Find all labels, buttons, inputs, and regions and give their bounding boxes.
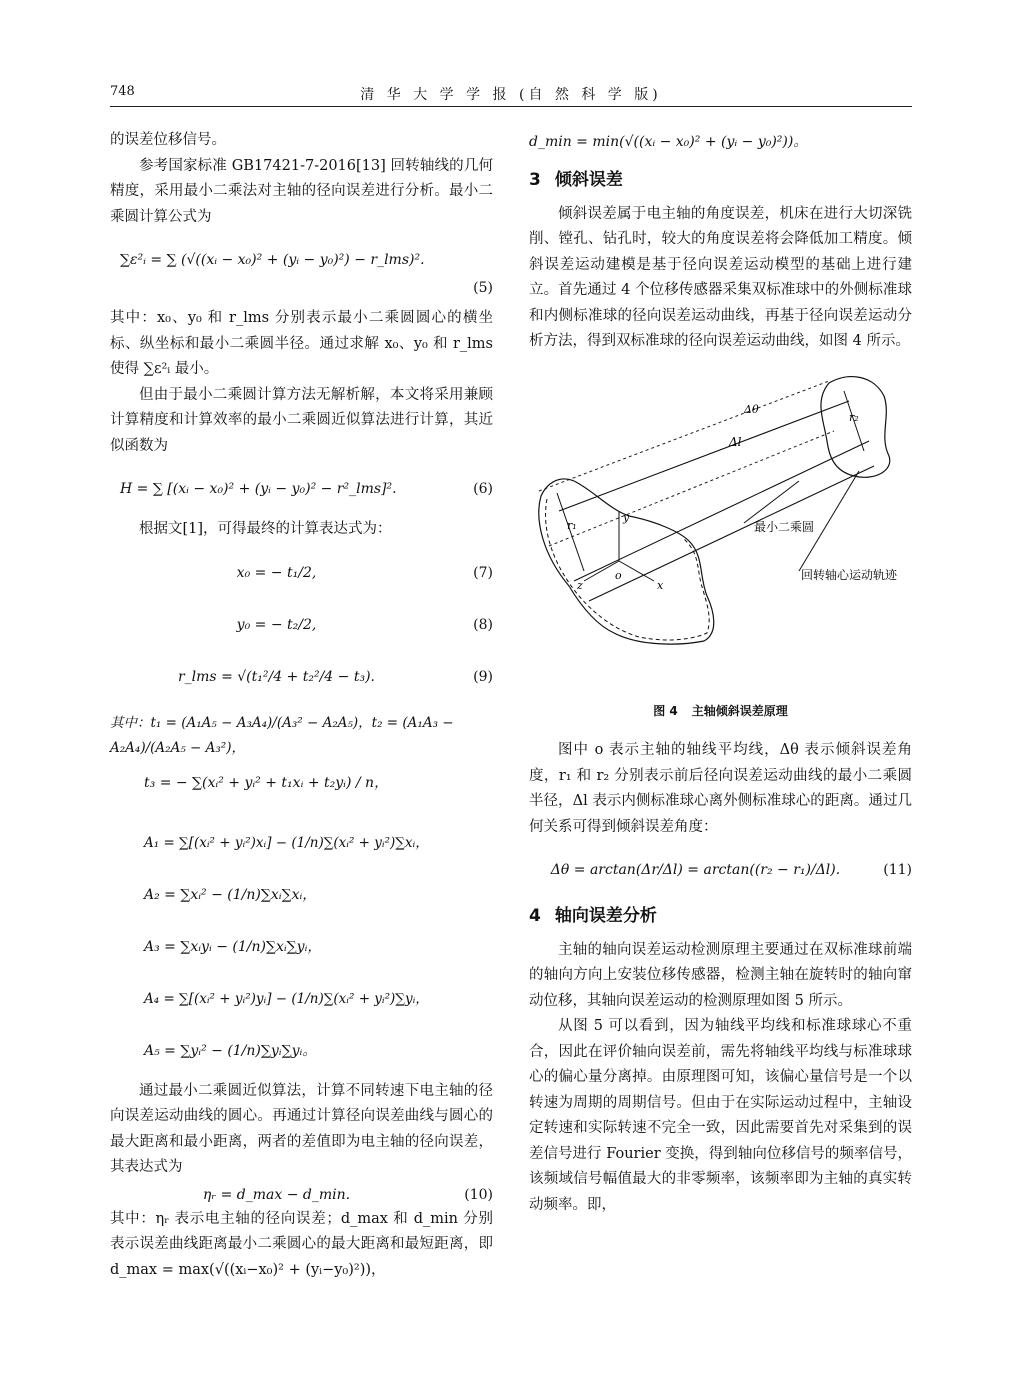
label-r1: r₁ — [567, 518, 577, 532]
section-title: 倾斜误差 — [554, 170, 623, 190]
equation-number: (9) — [473, 668, 493, 685]
equation-body: A₁ = ∑[(xᵢ² + yᵢ²)xᵢ] − (1/n)∑(xᵢ² + yᵢ²)∑xᵢ， — [144, 834, 429, 851]
equation-number: (7) — [473, 564, 493, 581]
equation-9 — [110, 653, 493, 699]
axis-line — [559, 401, 849, 511]
equation-10 — [110, 1181, 493, 1207]
figure-4 — [529, 371, 912, 693]
equation-body: ∑ε²ᵢ = ∑ (√((xᵢ − x₀)² + (yᵢ − y₀)²) − r_lms)². — [120, 252, 425, 268]
tangent-line — [539, 381, 829, 491]
section-title: 轴向误差分析 — [554, 906, 657, 926]
error-trajectory-front — [539, 478, 714, 643]
label-least-squares-circle: 最小二乘圆 — [754, 519, 815, 534]
error-trajectory-rear — [821, 376, 890, 477]
page-header — [110, 84, 912, 107]
dimension-line — [557, 493, 584, 571]
equation-number: (11) — [883, 862, 912, 878]
section-number: 4 — [529, 906, 541, 926]
journal-title: 清 华 大 学 学 报 (自 然 科 学 版) — [360, 87, 662, 103]
paragraph: 倾斜误差属于电主轴的角度误差，机床在进行大切深铣削、镗孔、钻孔时，较大的角度误差将会降低加工精度。倾斜误差运动建模是基于径向误差运动模型的基础上进行建立。首先通过 4 个位移传感器采集双标准球中的外侧标准球和内侧标准球的径向误差运动曲线，再基于径向误差运动分析方法，得到双标准球的径向误差运动曲线，如图 4 所示。 — [529, 205, 912, 349]
equation-11 — [529, 846, 912, 892]
equation-body: r_lms = √(t₁²/4 + t₂²/4 − t₃). — [177, 668, 375, 685]
equation-number: (10) — [464, 1186, 493, 1203]
right-column — [529, 128, 912, 1218]
label-x: x — [657, 578, 664, 592]
label-r2: r₂ — [849, 410, 859, 424]
equation-body: A₄ = ∑[(xᵢ² + yᵢ²)yᵢ] − (1/n)∑(xᵢ² + yᵢ²)∑yᵢ， — [144, 990, 429, 1007]
section-heading-4 — [529, 904, 912, 930]
equation-number: (5) — [473, 280, 493, 296]
figure-caption — [529, 699, 912, 725]
equation-body: x₀ = − t₁/2, — [236, 564, 317, 581]
label-o: o — [615, 568, 622, 582]
equation-t3 — [110, 751, 493, 813]
label-delta-l: Δl — [729, 434, 742, 449]
page-number: 748 — [110, 84, 135, 99]
equation-7 — [110, 549, 493, 595]
equation-6 — [110, 465, 493, 511]
label-z: z — [577, 578, 583, 592]
paragraph: 从图 5 可以看到，因为轴线平均线和标准球球心不重合，因此在评价轴向误差前，需先将轴线平均线与标准球球心的偏心量分离掉。由原理图可知，该偏心量信号是一个以转速为周期的周期信号。但由于在实际运动过程中，主轴设定转速和实际转速不完全一致，因此需要首先对采集到的误差信号进行 Fourier 变换，得到轴向位移信号的频率信号，该频域信号幅值最大的非零频率，该频率即为主轴的真实转动频率。即， — [529, 1018, 912, 1213]
equation-body: 其中：t₁ = (A₁A₅ − A₃A₄)/(A₃² − A₂A₅)，t₂ = (A₁A₃ − A₂A₄)/(A₂A₅ − A₃²)， — [110, 714, 454, 756]
equation-number: (6) — [473, 481, 493, 497]
paragraph: 的误差位移信号。 — [110, 132, 226, 148]
paragraph: 根据文[1]，可得最终的计算表达式为： — [139, 521, 392, 537]
figure-number: 图 4 — [653, 703, 678, 718]
figure-title: 主轴倾斜误差原理 — [691, 703, 788, 718]
equation-body: t₃ = − ∑(xᵢ² + yᵢ² + t₁xᵢ + t₂yᵢ) / n， — [144, 774, 389, 791]
equation-a1 — [110, 819, 493, 865]
equation-5 — [110, 236, 493, 300]
equation-body: A₅ = ∑yᵢ² − (1/n)∑yᵢ∑yᵢ。 — [144, 1042, 317, 1059]
left-column — [110, 128, 493, 1283]
label-y: y — [623, 510, 630, 524]
equation-t1-t2 — [110, 705, 493, 756]
equation-body: Δθ = arctan(Δr/Δl) = arctan((r₂ − r₁)/Δl). — [550, 862, 841, 878]
paragraph: 但由于最小二乘圆计算方法无解析解，本文将采用兼顾计算精度和计算效率的最小二乘圆近似算法进行计算，其近似函数为 — [110, 386, 493, 454]
section-heading-3 — [529, 168, 912, 194]
paragraph: 主轴的轴向误差运动检测原理主要通过在双标准球前端的轴向方向上安装位移传感器，检测主轴在旋转时的轴向窜动位移，其轴向误差运动的检测原理如图 5 所示。 — [529, 941, 912, 1009]
equation-body: ηᵣ = d_max − d_min. — [202, 1186, 351, 1203]
equation-8 — [110, 601, 493, 647]
section-number: 3 — [529, 170, 541, 190]
label-axis-trajectory: 回转轴心运动轨迹 — [801, 567, 898, 582]
paragraph: 其中：ηᵣ 表示电主轴的径向误差；d_max 和 d_min 分别表示误差曲线距离最小二乘圆心的最大距离和最短距离，即 d_max = max(√((xᵢ−x₀)² + (yᵢ−y₀)²))， — [110, 1210, 493, 1278]
equation-a2 — [110, 871, 493, 917]
paragraph: 通过最小二乘圆近似算法，计算不同转速下电主轴的径向误差运动曲线的圆心。再通过计算径向误差曲线与圆心的最大距离和最小距离，两者的差值即为电主轴的径向误差，其表达式为 — [110, 1082, 493, 1175]
paragraph: 参考国家标准 GB17421-7-2016[13] 回转轴线的几何精度，采用最小二乘法对主轴的径向误差进行分析。最小二乘圆计算公式为 — [110, 157, 493, 225]
figure-4-diagram — [529, 371, 912, 693]
equation-body: y₀ = − t₂/2, — [236, 616, 317, 633]
equation-body: A₃ = ∑xᵢyᵢ − (1/n)∑xᵢ∑yᵢ， — [144, 938, 322, 955]
label-delta-theta: Δθ — [744, 402, 759, 416]
equation-a4 — [110, 975, 493, 1021]
equation-a5 — [110, 1027, 493, 1073]
equation-number: (8) — [473, 616, 493, 633]
paragraph: 其中：x₀、y₀ 和 r_lms 分别表示最小二乘圆圆心的横坐标、纵坐标和最小二乘圆半径。通过求解 x₀、y₀ 和 r_lms 使得 ∑ε²ᵢ 最小。 — [110, 310, 493, 377]
z-axis — [584, 561, 619, 581]
equation-a3 — [110, 923, 493, 969]
equation-body: H = ∑ [(xᵢ − x₀)² + (yᵢ − y₀)² − r²_lms]². — [120, 481, 397, 497]
equation-body: A₂ = ∑xᵢ² − (1/n)∑xᵢ∑xᵢ， — [144, 886, 317, 903]
equation-dmin — [529, 128, 912, 156]
paragraph: 图中 o 表示主轴的轴线平均线，Δθ 表示倾斜误差角度，r₁ 和 r₂ 分别表示前后径向误差运动曲线的最小二乘圆半径，Δl 表示内侧标准球心离外侧标准球心的距离。通过几何关系可得到倾斜误差角度： — [529, 742, 912, 835]
equation-body: d_min = min(√((xᵢ − x₀)² + (yᵢ − y₀)²))。 — [529, 134, 808, 150]
